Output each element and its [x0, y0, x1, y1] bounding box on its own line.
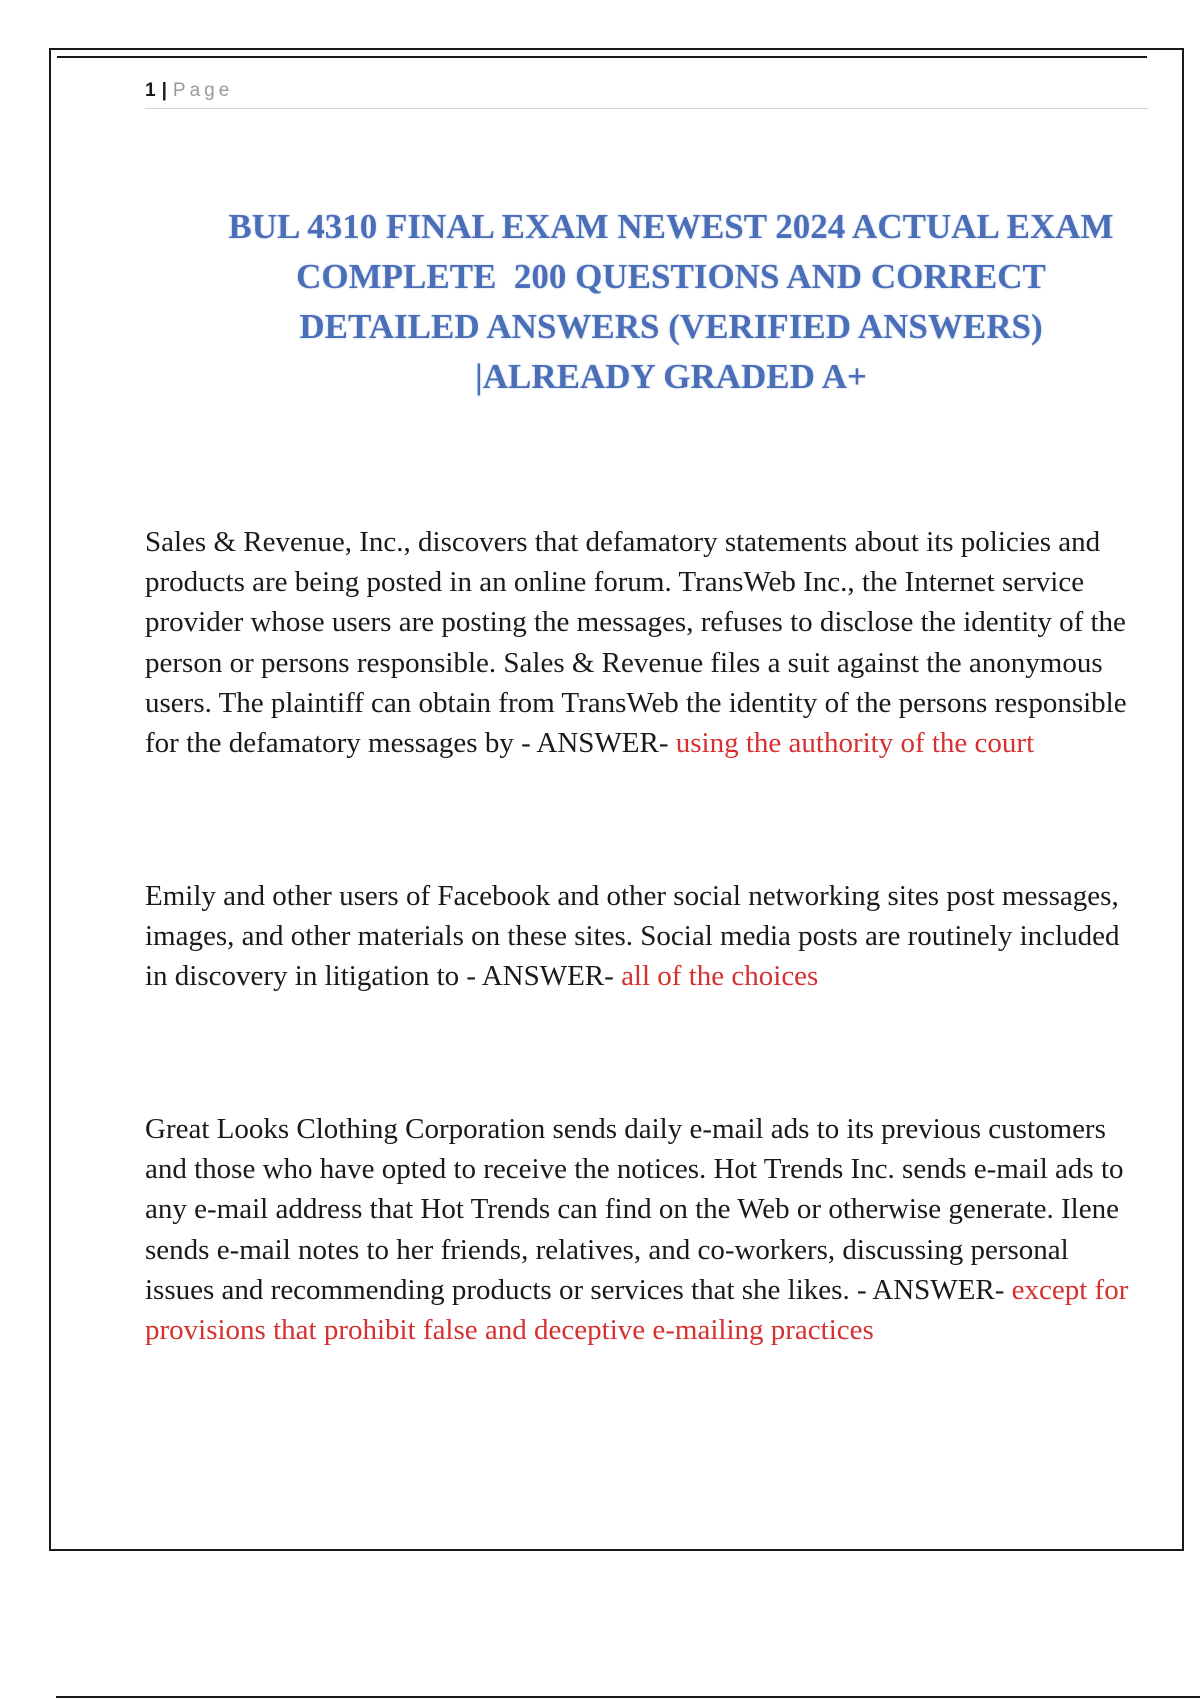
question-block-2 [145, 876, 1135, 997]
answer-label: - ANSWER- [513, 727, 676, 760]
page-label: Page [172, 80, 234, 101]
answer-text: except for provisions that prohibit false and deceptive e-mailing practices [145, 1273, 1129, 1347]
page-header [145, 76, 1148, 109]
answer-text: using the authority of the court [675, 727, 1035, 760]
answer-label: - ANSWER- [459, 960, 622, 993]
title-line-4: |ALREADY GRADED A+ [475, 357, 867, 396]
question-text: Emily and other users of Facebook and other social networking sites post messages, images, and other materials on these sites. Social media posts are routinely included in discovery in litigation to [145, 880, 1120, 993]
page-separator: | [161, 80, 167, 101]
answer-text: all of the choices [621, 960, 819, 993]
title-line-1: BUL 4310 FINAL EXAM NEWEST 2024 ACTUAL EXAM [228, 207, 1114, 246]
page-number: 1 [145, 80, 156, 101]
header-top-rule [57, 56, 1147, 58]
question-text: Great Looks Clothing Corporation sends daily e-mail ads to its previous customers and those who have opted to receive the notices. Hot Trends Inc. sends e-mail ads to any e-mail address that Hot Trends can find on the Web or otherwise generate. Ilene sends e-mail notes to her friends, relatives, and co-workers, discussing personal issues and recommending products or services that she likes. [145, 1113, 1124, 1306]
question-block-3 [145, 1109, 1135, 1350]
title-line-3: DETAILED ANSWERS (VERIFIED ANSWERS) [299, 307, 1043, 346]
next-page-top-rule [56, 1696, 1200, 1698]
question-text: Sales & Revenue, Inc., discovers that defamatory statements about its policies and products are being posted in an online forum. TransWeb Inc., the Internet service provider whose users are posting the messages, refuses to disclose the identity of the person or persons responsible. Sales & Revenue files a suit against the anonymous users. The plaintiff can obtain from TransWeb the identity of the persons responsible for the defamatory messages by [145, 526, 1127, 760]
answer-label: - ANSWER- [849, 1273, 1012, 1306]
question-block-1 [145, 522, 1135, 763]
page-border [49, 48, 1184, 1551]
title-line-2: COMPLETE 200 QUESTIONS AND CORRECT [296, 257, 1046, 296]
document-title [111, 202, 1200, 402]
